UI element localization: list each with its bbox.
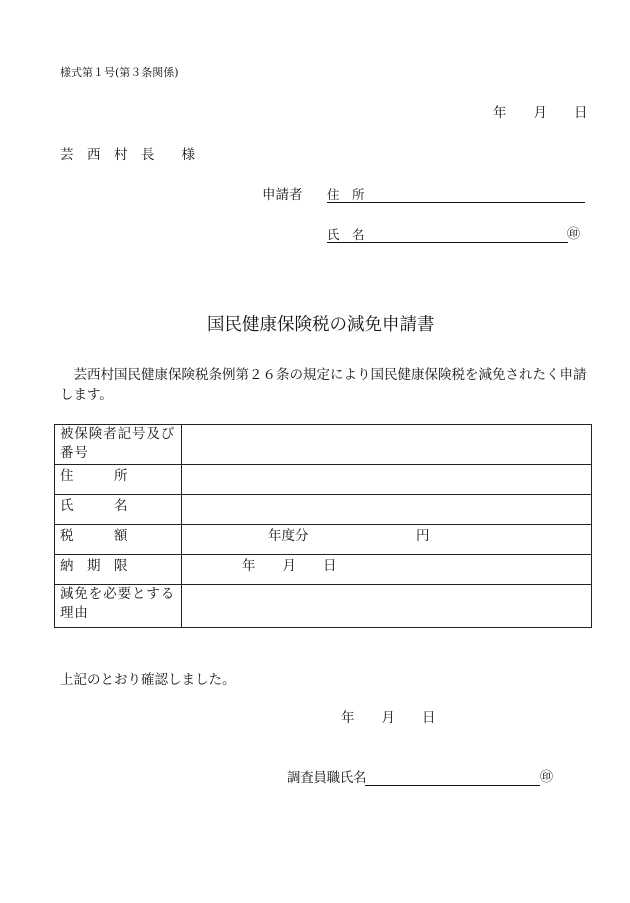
table-row-tax-amount [55, 524, 591, 554]
table-row-reason [55, 584, 591, 627]
table-row-due-date [55, 554, 591, 584]
investigator-name-field[interactable] [365, 771, 540, 786]
table-label: 被保険者記号及び番号 [55, 425, 182, 464]
table-label: 納 期 限 [55, 555, 182, 584]
document-title: 国民健康保険税の減免申請書 [207, 315, 435, 335]
confirmation-date: 年 月 日 [341, 710, 436, 726]
table-label: 減免を必要とする理由 [55, 585, 182, 627]
form-number: 様式第１号(第３条関係) [60, 66, 179, 79]
tax-amount-field[interactable] [182, 525, 591, 554]
yen-unit: 円 [416, 528, 430, 544]
investigator-seal-mark: ㊞ [540, 770, 554, 785]
table-label: 氏 名 [55, 495, 182, 524]
investigator-label: 調査員職氏名 [287, 770, 367, 786]
applicant-seal-mark: ㊞ [567, 227, 581, 242]
applicant-address-label: 住 所 [327, 187, 365, 202]
table-row-insured-number [55, 425, 591, 464]
applicant-name-label: 氏 名 [327, 227, 365, 242]
applicant-address-field[interactable] [327, 188, 585, 203]
application-table [54, 424, 592, 628]
table-row-address [55, 464, 591, 494]
confirmation-text: 上記のとおり確認しました。 [60, 672, 236, 688]
address-field[interactable] [182, 465, 591, 494]
insured-number-field[interactable] [182, 425, 591, 464]
application-statement: 芸西村国民健康保険税条例第２６条の規定により国民健康保険税を減免されたく申請します。 [60, 367, 587, 403]
addressee: 芸 西 村 長 様 [60, 147, 195, 163]
reason-field[interactable] [182, 585, 591, 627]
application-date: 年 月 日 [493, 105, 588, 121]
due-date-field[interactable] [182, 555, 591, 584]
table-label: 住 所 [55, 465, 182, 494]
name-field[interactable] [182, 495, 591, 524]
fiscal-year-suffix: 年度分 [268, 528, 309, 544]
due-date-placeholder: 年 月 日 [242, 558, 337, 574]
applicant-name-field[interactable] [327, 228, 568, 243]
table-label: 税 額 [55, 525, 182, 554]
applicant-label: 申請者 [262, 187, 303, 203]
table-row-name [55, 494, 591, 524]
